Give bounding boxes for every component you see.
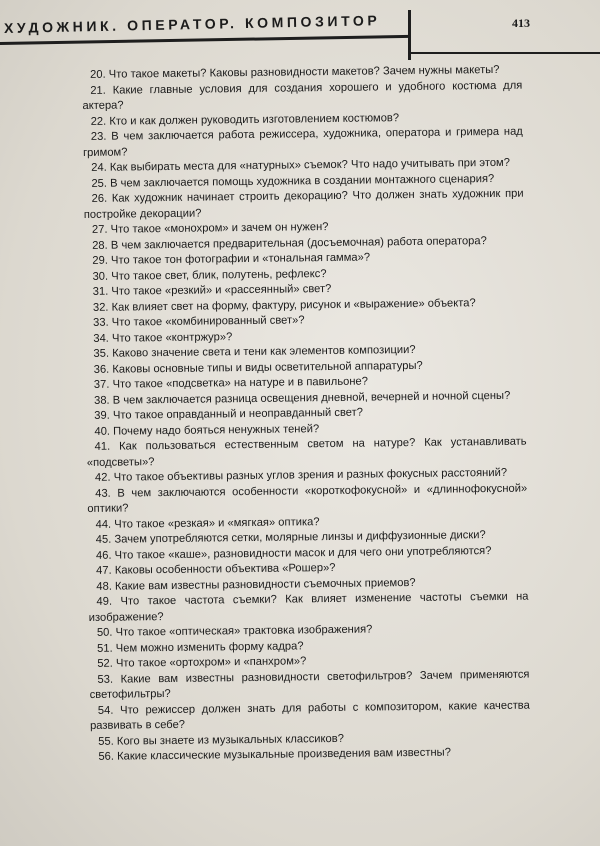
question-item: 22. Кто и как должен руководить изготовлением костюмов? <box>90 111 400 128</box>
question-item: 46. Что такое «каше», разновидности масок и для чего они употребляются? <box>95 544 492 562</box>
question-item: 27. Что такое «монохром» и зачем он нужен? <box>91 221 329 236</box>
question-item: 42. Что такое объективы разных углов зрения и разных фокусных расстояний? <box>94 466 508 484</box>
question-item: 53. Какие вам известны разновидности светофильтров? Зачем применяются светофильтры? <box>89 668 530 701</box>
question-item: 26. Как художник начинает строить декорацию? Что должен знать художник при постройке декорации? <box>83 187 524 221</box>
question-item: 40. Почему надо бояться ненужных теней? <box>94 422 320 438</box>
question-item: 33. Что такое «комбинированный свет»? <box>93 314 305 329</box>
question-item: 20. Что такое макеты? Каковы разновидности макетов? Зачем нужны макеты? <box>90 63 500 81</box>
header-rule-right <box>408 52 600 54</box>
question-item: 52. Что такое «ортохром» и «панхром»? <box>97 655 307 670</box>
question-item: 37. Что такое «подсветка» на натуре и в павильоне? <box>93 375 369 391</box>
question-item: 30. Что такое свет, блик, полутень, рефлекс? <box>92 267 327 283</box>
page-number: 413 <box>512 16 530 30</box>
question-item: 49. Что такое частота съемки? Как влияет изменение частоты съемки на изображение? <box>88 590 529 624</box>
question-item: 28. В чем заключается предварительная (досъемочная) работа оператора? <box>92 234 487 252</box>
question-item: 56. Какие классические музыкальные произведения вам известны? <box>98 746 451 763</box>
question-item: 35. Каково значение света и тени как элементов композиции? <box>93 343 416 360</box>
question-item: 34. Что такое «контржур»? <box>93 330 233 345</box>
question-item: 31. Что такое «резкий» и «рассеянный» свет? <box>92 282 332 298</box>
running-header <box>0 6 600 58</box>
header-rule-top <box>0 35 410 45</box>
question-item: 51. Чем можно изменить форму кадра? <box>97 639 304 655</box>
question-item: 45. Зачем употребляются сетки, молярные линзы и диффузионные диски? <box>95 529 486 546</box>
question-item: 55. Кого вы знаете из музыкальных классиков? <box>98 732 344 748</box>
question-item: 54. Что режиссер должен знать для работы с композитором, какие качества развивать в себе? <box>89 699 530 732</box>
question-item: 48. Какие вам известны разновидности съемочных приемов? <box>96 576 416 593</box>
question-item: 32. Как влияет свет на форму, фактуру, рисунок и «выражение» объекта? <box>92 296 476 314</box>
question-item: 36. Каковы основные типы и виды осветительной аппаратуры? <box>93 359 423 376</box>
question-item: 23. В чем заключается работа режиссера, художника, оператора и гримера над гримом? <box>82 125 523 159</box>
question-item: 39. Что такое оправданный и неоправданный свет? <box>94 406 364 422</box>
question-item: 38. В чем заключается разница освещения дневной, вечерней и ночной сцены? <box>93 389 511 407</box>
question-item: 47. Каковы особенности объектива «Рошер»? <box>96 561 336 577</box>
question-item: 44. Что такое «резкая» и «мягкая» оптика? <box>95 515 320 531</box>
question-item: 41. Как пользоваться естественным светом на натуре? Как устанавливать «подсветы»? <box>86 435 527 469</box>
question-item: 50. Что такое «оптическая» трактовка изображения? <box>96 623 373 639</box>
question-item: 29. Что такое тон фотографии и «тональная гамма»? <box>92 251 371 267</box>
header-title: ХУДОЖНИК. ОПЕРАТОР. КОМПОЗИТОР <box>3 12 381 36</box>
question-item: 25. В чем заключается помощь художника в создании монтажного сценария? <box>91 172 495 190</box>
question-item: 24. Как выбирать места для «натурных» съемок? Что надо учитывать при этом? <box>91 156 510 174</box>
question-item: 21. Какие главные условия для создания хорошего и удобного костюма для актера? <box>82 79 523 112</box>
question-list <box>82 63 530 766</box>
question-item: 43. В чем заключаются особенности «короткофокусной» и «длиннофокусной» оптики? <box>87 482 528 515</box>
